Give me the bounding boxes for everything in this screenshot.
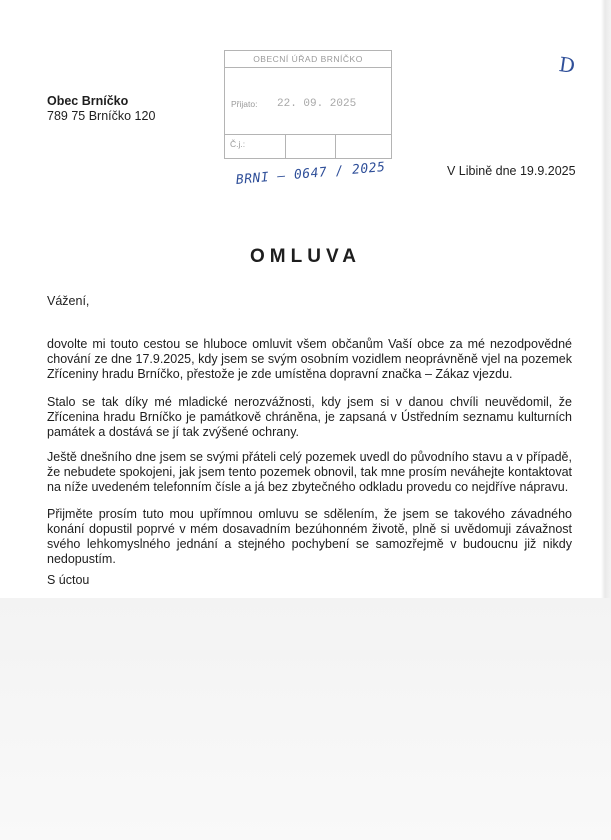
handwritten-corner-mark: D: [557, 52, 577, 78]
stamp-reference-row: [225, 134, 391, 159]
paragraph: Ještě dnešního dne jsem se svými přáteli celý pozemek uvedl do původního stavu a v případě, že nebudete spokojeni, jak jsem tento pozemek obnovil, tak mne prosím neváhejte kontaktovat na níže uvedeném telefonním čísle a já bez zbytečného odkladu provedu co nejdříve nápravu.: [47, 450, 572, 494]
paragraph: dovolte mi touto cestou se hluboce omluvit všem občanům Vaší obce za mé nezodpovědné chování ze dne 17.9.2025, kdy jsem se svým osobním vozidlem neoprávněně vjel na pozemek Zříceniny hradu Brníčko, přestože je zde umístěna dopravní značka – Zákaz vjezdu.: [47, 337, 572, 381]
paragraph: Stalo se tak díky mé mladické nerozvážnosti, kdy jsem si v danou chvíli neuvědomil, že Zřícenina hradu Brníčko je památkově chráněna, je zapsaná v Ústředním seznamu kulturních památek a dostává se jí tak zvýšené ochrany.: [47, 395, 572, 439]
letter-title: OMLUVA: [250, 246, 361, 267]
sender-name: Obec Brníčko: [47, 94, 129, 108]
closing: S úctou: [47, 573, 90, 587]
stamp-received-date: 22. 09. 2025: [277, 98, 357, 110]
handwritten-reference: BRNI – 0647 / 2025: [235, 159, 386, 188]
paragraph: Přijměte prosím tuto mou upřímnou omluvu se sdělením, že jsem se takového závadného konání dopustil poprvé v mém dosavadním bezúhonném životě, plně si uvědomuji závažnost svého lehkomyslného jednání a stejného pochybení se samozřejmě v budoucnu již nikdy nedopustím.: [47, 507, 572, 566]
stamp-divider: [335, 135, 336, 159]
stamp-office: OBECNÍ ÚŘAD BRNÍČKO: [225, 51, 391, 68]
stamp-received-label: Přijato:: [231, 99, 258, 109]
page-edge: [601, 0, 611, 598]
place-date: V Libině dne 19.9.2025: [447, 164, 576, 178]
sender-address: 789 75 Brníčko 120: [47, 109, 156, 123]
stamp-divider: [285, 135, 286, 159]
received-stamp: [224, 50, 392, 159]
scan-background: [0, 598, 611, 840]
stamp-ref-label: Č.j.:: [230, 139, 246, 149]
salutation: Vážení,: [47, 294, 90, 308]
